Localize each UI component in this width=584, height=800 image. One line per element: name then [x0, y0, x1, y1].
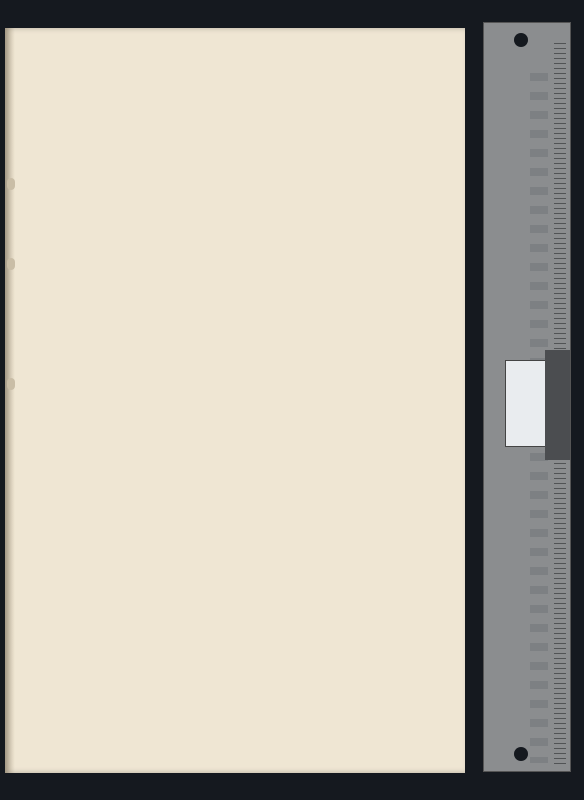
binding-hole	[7, 258, 15, 270]
card-hole	[514, 33, 528, 47]
card-label	[505, 360, 547, 447]
binding-hole	[7, 378, 15, 390]
document-page	[5, 28, 465, 773]
card-hole	[514, 747, 528, 761]
card-signature-strip	[545, 350, 570, 460]
binding-hole	[7, 178, 15, 190]
